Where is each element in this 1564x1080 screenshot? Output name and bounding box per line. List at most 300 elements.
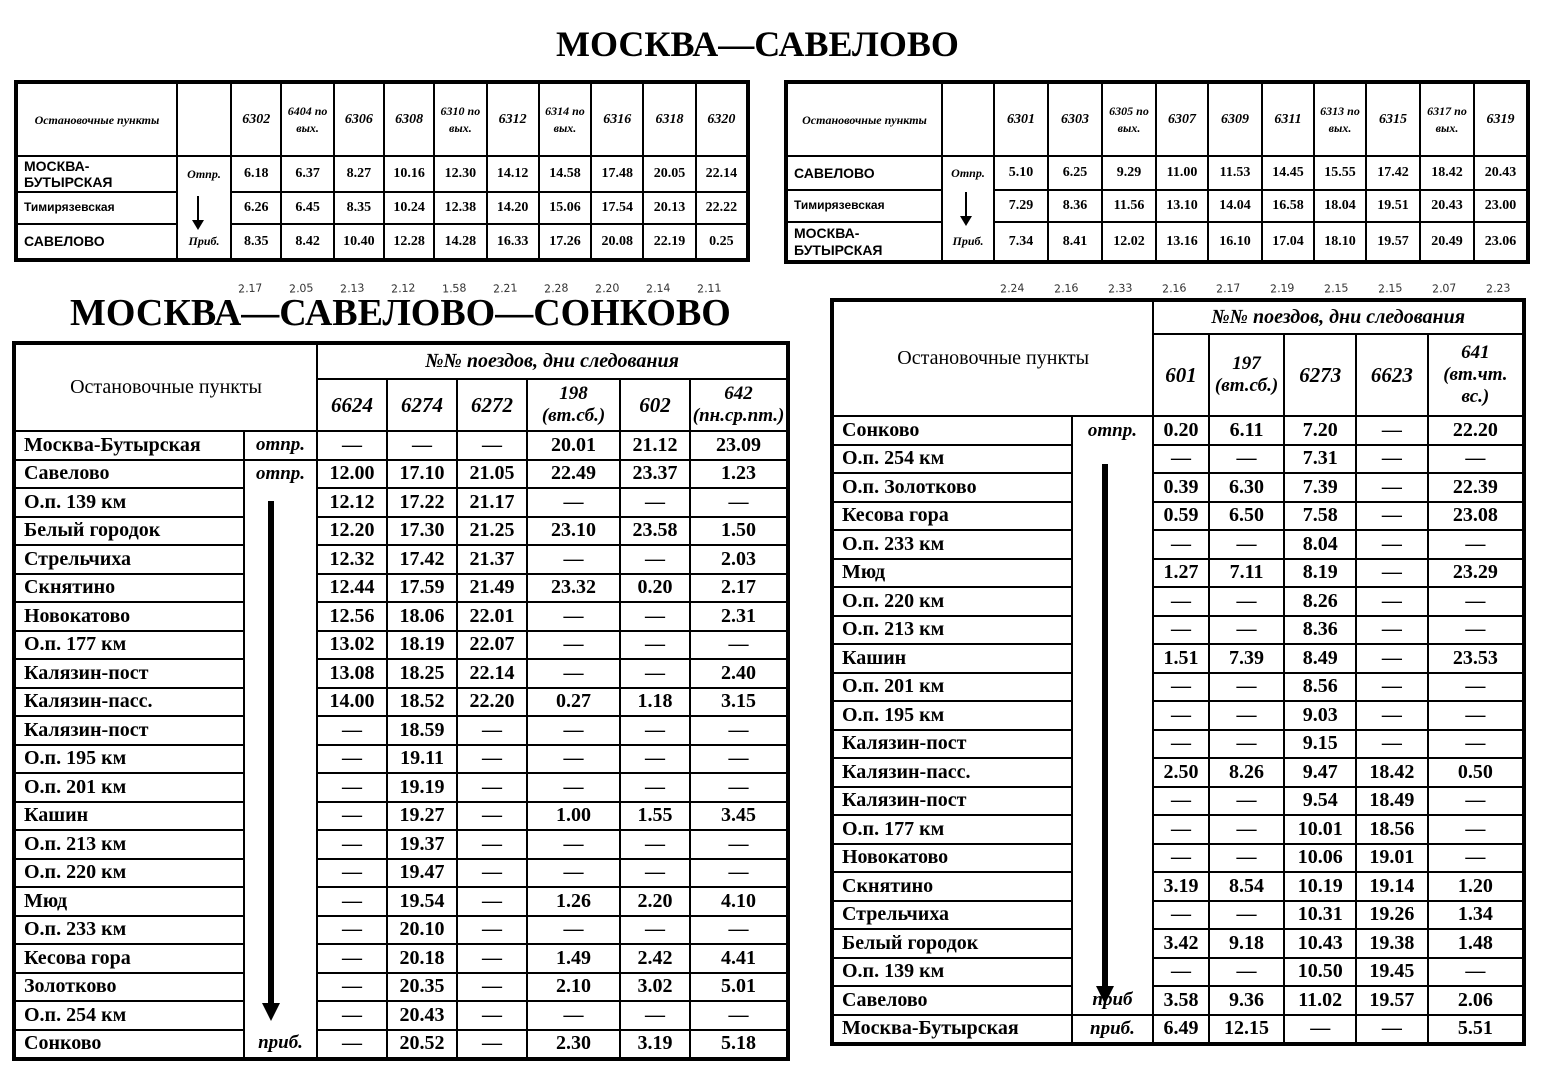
time-cell: 11.53 — [1208, 156, 1262, 190]
time-cell: 8.35 — [334, 192, 384, 224]
time-cell: 9.18 — [1209, 929, 1285, 958]
direction-mark — [1072, 701, 1154, 730]
time-cell: — — [1153, 958, 1208, 987]
time-cell: 17.26 — [539, 224, 591, 260]
time-cell: 7.11 — [1209, 559, 1285, 588]
time-cell: — — [690, 773, 788, 802]
table-row — [832, 701, 1524, 730]
time-cell: 18.19 — [387, 631, 457, 660]
time-cell: 23.08 — [1428, 502, 1524, 531]
time-cell: 20.43 — [1474, 156, 1528, 190]
time-cell: 12.02 — [1102, 222, 1156, 262]
station-name: Сонково — [14, 1030, 244, 1060]
time-cell: 7.34 — [994, 222, 1048, 262]
time-cell: 3.15 — [690, 688, 788, 717]
train-number: 602 — [620, 379, 690, 431]
train-number: 6303 — [1048, 82, 1102, 156]
station-name: Калязин-пост — [832, 787, 1072, 816]
time-cell: 8.42 — [281, 224, 333, 260]
time-cell: 8.36 — [1284, 616, 1356, 645]
table-row — [14, 973, 788, 1002]
time-cell: 23.29 — [1428, 559, 1524, 588]
station-name: О.п. 195 км — [832, 701, 1072, 730]
time-cell: 20.05 — [643, 156, 695, 192]
time-cell: 20.01 — [527, 431, 620, 460]
time-cell: 23.58 — [620, 517, 690, 546]
time-cell: — — [1356, 616, 1428, 645]
table-row — [832, 929, 1524, 958]
direction-mark — [244, 973, 317, 1002]
time-cell: — — [1428, 616, 1524, 645]
direction-mark — [1072, 587, 1154, 616]
table-row — [832, 958, 1524, 987]
direction-header — [177, 82, 231, 156]
direction-mark: приб. — [1072, 1015, 1154, 1045]
direction-mark: приб. — [244, 1030, 317, 1060]
time-cell: 2.06 — [1428, 986, 1524, 1015]
table-row — [832, 530, 1524, 559]
time-cell: 17.22 — [387, 488, 457, 517]
time-cell: 15.06 — [539, 192, 591, 224]
station-name: Калязин-пасс. — [832, 758, 1072, 787]
time-cell: — — [690, 745, 788, 774]
time-cell: 1.49 — [527, 944, 620, 973]
time-cell: — — [1209, 901, 1285, 930]
time-cell: 1.18 — [620, 688, 690, 717]
time-cell: — — [1428, 730, 1524, 759]
time-cell: — — [317, 916, 387, 945]
time-cell: 8.26 — [1284, 587, 1356, 616]
time-cell: — — [457, 1001, 527, 1030]
station-name: Кесова гора — [832, 502, 1072, 531]
direction-mark — [244, 631, 317, 660]
time-cell: 18.10 — [1314, 222, 1366, 262]
time-cell: 6.30 — [1209, 473, 1285, 502]
time-cell: 4.41 — [690, 944, 788, 973]
time-cell: 22.01 — [457, 602, 527, 631]
direction-mark — [1072, 901, 1154, 930]
time-cell: — — [620, 773, 690, 802]
time-cell: 23.10 — [527, 517, 620, 546]
time-cell: 12.28 — [384, 224, 434, 260]
time-cell: — — [1428, 673, 1524, 702]
time-cell: — — [457, 802, 527, 831]
time-cell: — — [690, 488, 788, 517]
time-cell: — — [1356, 587, 1428, 616]
time-cell: — — [317, 716, 387, 745]
table-row — [16, 192, 748, 224]
time-cell: — — [1153, 701, 1208, 730]
time-cell: 1.20 — [1428, 872, 1524, 901]
direction-mark — [244, 830, 317, 859]
direction-mark — [244, 887, 317, 916]
time-cell: — — [317, 830, 387, 859]
stops-header: Остановочные пункты — [832, 300, 1153, 416]
station-name: Скнятино — [832, 872, 1072, 901]
station-name: Тимирязевская — [16, 192, 177, 224]
time-cell: 12.12 — [317, 488, 387, 517]
header-row — [786, 82, 1528, 156]
time-cell: — — [317, 1030, 387, 1060]
station-name: Новокатово — [14, 602, 244, 631]
time-cell: 6.45 — [281, 192, 333, 224]
station-name: О.п. 254 км — [14, 1001, 244, 1030]
time-cell: — — [457, 431, 527, 460]
station-name: САВЕЛОВО — [16, 224, 177, 260]
time-cell: 10.06 — [1284, 844, 1356, 873]
time-cell: 10.40 — [334, 224, 384, 260]
time-cell: 19.26 — [1356, 901, 1428, 930]
time-cell: — — [1356, 673, 1428, 702]
time-cell: 2.40 — [690, 659, 788, 688]
time-cell: 23.09 — [690, 431, 788, 460]
table-row — [832, 844, 1524, 873]
time-cell: — — [1356, 502, 1428, 531]
time-cell: 18.42 — [1420, 156, 1474, 190]
station-name: МОСКВА-БУТЫРСКАЯ — [786, 222, 942, 262]
time-cell: 8.41 — [1048, 222, 1102, 262]
time-cell: — — [527, 602, 620, 631]
time-cell: 20.35 — [387, 973, 457, 1002]
station-name: О.п. 233 км — [14, 916, 244, 945]
time-cell: — — [690, 859, 788, 888]
handwritten-note: 2.15 — [1377, 281, 1403, 296]
handwritten-note: 2.17 — [237, 281, 263, 296]
handwritten-note: 2.12 — [390, 281, 416, 296]
direction-mark — [244, 802, 317, 831]
time-cell: 7.31 — [1284, 445, 1356, 474]
station-name: Новокатово — [832, 844, 1072, 873]
time-cell: — — [690, 716, 788, 745]
table-row — [14, 944, 788, 973]
train-number: 6308 — [384, 82, 434, 156]
time-cell: 6.18 — [231, 156, 281, 192]
time-cell: — — [1356, 473, 1428, 502]
timetable-savelovo-moscow — [784, 80, 1530, 264]
direction-mark — [1072, 872, 1154, 901]
handwritten-note: 2.24 — [999, 281, 1025, 296]
time-cell: — — [1284, 1015, 1356, 1045]
handwritten-note: 2.11 — [696, 281, 722, 296]
time-cell: — — [317, 1001, 387, 1030]
direction-header — [942, 82, 994, 156]
time-cell: 1.34 — [1428, 901, 1524, 930]
direction-mark — [1072, 445, 1154, 474]
handwritten-note: 2.13 — [339, 281, 365, 296]
table-row — [832, 730, 1524, 759]
table-row — [14, 859, 788, 888]
time-cell: — — [1153, 844, 1208, 873]
time-cell: 15.55 — [1314, 156, 1366, 190]
time-cell: 0.59 — [1153, 502, 1208, 531]
time-cell: 0.27 — [527, 688, 620, 717]
time-cell: 23.00 — [1474, 190, 1528, 222]
time-cell: — — [1356, 559, 1428, 588]
time-cell: — — [317, 745, 387, 774]
table-row — [14, 745, 788, 774]
time-cell: 1.23 — [690, 460, 788, 489]
table-row — [832, 758, 1524, 787]
time-cell: 0.50 — [1428, 758, 1524, 787]
direction-mark — [1072, 787, 1154, 816]
time-cell: 11.56 — [1102, 190, 1156, 222]
handwritten-note: 2.28 — [543, 281, 569, 296]
table-row — [832, 445, 1524, 474]
time-cell: 8.26 — [1209, 758, 1285, 787]
time-cell: 22.39 — [1428, 473, 1524, 502]
station-name: О.п. 254 км — [832, 445, 1072, 474]
time-cell: 22.19 — [643, 224, 695, 260]
time-cell: — — [457, 716, 527, 745]
time-cell: 13.10 — [1156, 190, 1208, 222]
direction-mark — [244, 574, 317, 603]
time-cell: 13.08 — [317, 659, 387, 688]
stops-header: Остановочные пункты — [14, 343, 317, 431]
time-cell: 9.29 — [1102, 156, 1156, 190]
timetable-moscow-sonkovo — [12, 341, 786, 1061]
table-row — [14, 916, 788, 945]
direction-mark — [1072, 673, 1154, 702]
time-cell: 4.10 — [690, 887, 788, 916]
station-name: Калязин-пост — [14, 716, 244, 745]
time-cell: — — [1153, 815, 1208, 844]
direction-mark — [1072, 815, 1154, 844]
train-number: 6623 — [1356, 334, 1428, 416]
schedule-table — [14, 80, 750, 262]
station-name: О.п. 195 км — [14, 745, 244, 774]
time-cell: — — [1153, 787, 1208, 816]
train-number: 6311 — [1262, 82, 1314, 156]
table-row — [14, 431, 788, 460]
table-row — [832, 787, 1524, 816]
time-cell: 22.49 — [527, 460, 620, 489]
time-cell: 1.00 — [527, 802, 620, 831]
time-cell: 2.17 — [690, 574, 788, 603]
train-number: 6274 — [387, 379, 457, 431]
header-row — [832, 300, 1524, 334]
time-cell: 9.47 — [1284, 758, 1356, 787]
time-cell: — — [527, 716, 620, 745]
train-number: 6310 по вых. — [434, 82, 486, 156]
time-cell: — — [317, 431, 387, 460]
title-moskva-savelovo-sonkovo: МОСКВА—САВЕЛОВО—СОНКОВО — [70, 292, 731, 334]
time-cell: — — [457, 859, 527, 888]
time-cell: 12.32 — [317, 545, 387, 574]
time-cell: — — [1356, 730, 1428, 759]
time-cell: — — [527, 859, 620, 888]
table-row — [14, 1030, 788, 1060]
station-name: О.п. 139 км — [14, 488, 244, 517]
direction-mark — [1072, 844, 1154, 873]
time-cell: 21.17 — [457, 488, 527, 517]
time-cell: 16.33 — [487, 224, 539, 260]
direction-mark — [244, 745, 317, 774]
train-number: 6624 — [317, 379, 387, 431]
time-cell: 2.31 — [690, 602, 788, 631]
time-cell: — — [1428, 815, 1524, 844]
time-cell: 20.43 — [387, 1001, 457, 1030]
station-name: Стрельчиха — [14, 545, 244, 574]
time-cell: — — [527, 830, 620, 859]
time-cell: 7.39 — [1284, 473, 1356, 502]
time-cell: — — [1428, 844, 1524, 873]
time-cell: 12.44 — [317, 574, 387, 603]
time-cell: — — [1153, 587, 1208, 616]
time-cell: 21.12 — [620, 431, 690, 460]
time-cell: 18.04 — [1314, 190, 1366, 222]
time-cell: 20.52 — [387, 1030, 457, 1060]
station-name: Калязин-пасс. — [14, 688, 244, 717]
table-row — [832, 616, 1524, 645]
time-cell: 6.49 — [1153, 1015, 1208, 1045]
station-name: Москва-Бутырская — [832, 1015, 1072, 1045]
time-cell: — — [457, 1030, 527, 1060]
direction-mark: отпр. — [244, 431, 317, 460]
station-name: Калязин-пост — [14, 659, 244, 688]
time-cell: — — [1428, 787, 1524, 816]
handwritten-note: 1.58 — [441, 281, 467, 296]
time-cell: 5.51 — [1428, 1015, 1524, 1045]
train-number: 6272 — [457, 379, 527, 431]
train-group-header: №№ поездов, дни следования — [1153, 300, 1524, 334]
table-row — [16, 224, 748, 260]
station-name: Стрельчиха — [832, 901, 1072, 930]
table-row — [832, 872, 1524, 901]
station-name: Тимирязевская — [786, 190, 942, 222]
time-cell: — — [1209, 958, 1285, 987]
station-name: О.п. 213 км — [14, 830, 244, 859]
time-cell: — — [620, 830, 690, 859]
time-cell: 13.02 — [317, 631, 387, 660]
time-cell: 8.49 — [1284, 644, 1356, 673]
direction-mark — [1072, 473, 1154, 502]
time-cell: — — [527, 545, 620, 574]
table-row — [14, 602, 788, 631]
time-cell: 8.54 — [1209, 872, 1285, 901]
direction-mark — [1072, 730, 1154, 759]
time-cell: 8.35 — [231, 224, 281, 260]
time-cell: 19.51 — [1366, 190, 1420, 222]
time-cell: 22.20 — [457, 688, 527, 717]
table-row — [16, 156, 748, 192]
time-cell: 14.45 — [1262, 156, 1314, 190]
handwritten-note: 2.05 — [288, 281, 314, 296]
train-number: 6306 — [334, 82, 384, 156]
time-cell: — — [1153, 616, 1208, 645]
time-cell: 17.42 — [1366, 156, 1420, 190]
time-cell: 21.05 — [457, 460, 527, 489]
time-cell: — — [1209, 815, 1285, 844]
train-group-header: №№ поездов, дни следования — [317, 343, 788, 379]
time-cell: 1.55 — [620, 802, 690, 831]
station-name: О.п. 201 км — [14, 773, 244, 802]
time-cell: — — [1356, 530, 1428, 559]
station-name: Мюд — [14, 887, 244, 916]
time-cell: 11.00 — [1156, 156, 1208, 190]
direction-mark — [1072, 559, 1154, 588]
station-name: Белый городок — [14, 517, 244, 546]
station-name: О.п. 220 км — [832, 587, 1072, 616]
time-cell: — — [317, 944, 387, 973]
table-row — [14, 773, 788, 802]
time-cell: 22.14 — [696, 156, 748, 192]
direction-mark — [244, 859, 317, 888]
time-cell: 17.54 — [591, 192, 643, 224]
handwritten-note: 2.16 — [1053, 281, 1079, 296]
time-cell: — — [1153, 445, 1208, 474]
station-name: О.п. 220 км — [14, 859, 244, 888]
direction-mark: Отпр. — [942, 156, 994, 190]
station-name: Кашин — [14, 802, 244, 831]
time-cell: 16.10 — [1208, 222, 1262, 262]
time-cell: 3.42 — [1153, 929, 1208, 958]
direction-mark — [1072, 958, 1154, 987]
train-number: 6315 — [1366, 82, 1420, 156]
time-cell: — — [1356, 416, 1428, 445]
time-cell: 7.20 — [1284, 416, 1356, 445]
station-name: О.п. 177 км — [832, 815, 1072, 844]
train-number: 6316 — [591, 82, 643, 156]
time-cell: — — [1153, 901, 1208, 930]
time-cell: — — [690, 830, 788, 859]
handwritten-note: 2.07 — [1431, 281, 1457, 296]
time-cell: 2.20 — [620, 887, 690, 916]
time-cell: 14.04 — [1208, 190, 1262, 222]
time-cell: 19.47 — [387, 859, 457, 888]
time-cell: — — [317, 773, 387, 802]
time-cell: — — [1209, 844, 1285, 873]
time-cell: 14.12 — [487, 156, 539, 192]
time-cell: — — [1153, 673, 1208, 702]
time-cell: 10.24 — [384, 192, 434, 224]
direction-mark — [1072, 644, 1154, 673]
time-cell: 17.59 — [387, 574, 457, 603]
time-cell: 7.29 — [994, 190, 1048, 222]
direction-mark — [244, 659, 317, 688]
schedule-table — [784, 80, 1530, 264]
handwritten-note: 2.17 — [1215, 281, 1241, 296]
time-cell: — — [317, 859, 387, 888]
time-cell: 8.56 — [1284, 673, 1356, 702]
time-cell: — — [1209, 701, 1285, 730]
time-cell: — — [1209, 530, 1285, 559]
station-name: Кашин — [832, 644, 1072, 673]
handwritten-note: 2.14 — [645, 281, 671, 296]
time-cell: — — [620, 1001, 690, 1030]
time-cell: 22.14 — [457, 659, 527, 688]
time-cell: 16.58 — [1262, 190, 1314, 222]
table-row — [832, 559, 1524, 588]
table-row — [14, 517, 788, 546]
time-cell: — — [317, 973, 387, 1002]
direction-mark — [1072, 502, 1154, 531]
time-cell: — — [620, 602, 690, 631]
header-row — [16, 82, 748, 156]
station-name: САВЕЛОВО — [786, 156, 942, 190]
time-cell: 21.37 — [457, 545, 527, 574]
direction-mark — [244, 773, 317, 802]
time-cell: 19.57 — [1366, 222, 1420, 262]
time-cell: 14.00 — [317, 688, 387, 717]
time-cell: 10.50 — [1284, 958, 1356, 987]
handwritten-note: 2.19 — [1269, 281, 1295, 296]
time-cell: 1.26 — [527, 887, 620, 916]
time-cell: — — [620, 716, 690, 745]
time-cell: 19.54 — [387, 887, 457, 916]
station-name: О.п. 233 км — [832, 530, 1072, 559]
time-cell: 22.22 — [696, 192, 748, 224]
time-cell: 5.01 — [690, 973, 788, 1002]
